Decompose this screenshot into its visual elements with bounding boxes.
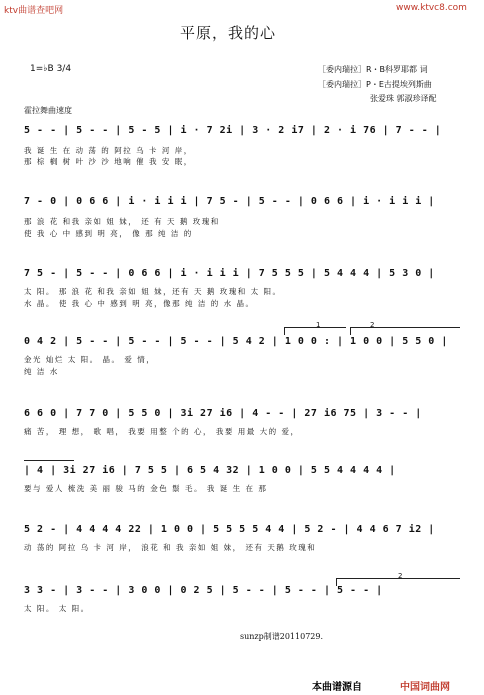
lyric-line-7a: 动 荡的 阿拉 乌 卡 河 岸， 浪花 和 我 亲如 姐 妹， 还有 天鹅 玫瑰和 xyxy=(24,543,317,552)
footer-source-label: 本曲谱源自 xyxy=(312,682,362,693)
volta-bracket-1-hook xyxy=(284,327,285,335)
lyric-line-3b: 水 晶。 使 我 心 中 感到 明 亮，像那 纯 洁 的 水 晶。 xyxy=(24,299,255,308)
volta-bracket-2 xyxy=(350,327,460,328)
composer-credit: ［委内瑞拉］P・E古提埃列斯曲 xyxy=(318,80,432,89)
lyric-line-4a: 金光 灿烂 太 阳。 晶。 爱 情， xyxy=(24,355,156,364)
key-label: 1=♭B xyxy=(30,64,54,74)
lyric-line-8a: 太 阳。 太 阳。 xyxy=(24,604,90,613)
notation-line-4: 0 4 2 | 5 - - | 5 - - | 5 - - | 5 4 2 | 1 0 0 : | 1 0 0 | 5 5 0 | xyxy=(24,336,448,347)
notation-line-8: 3 3 - | 3 - - | 3 0 0 | 0 2 5 | 5 - - | 5 - - | 5 - - | xyxy=(24,585,383,596)
volta-number-final: 2 xyxy=(398,572,403,580)
lyric-line-4b: 纯 洁 水 xyxy=(24,367,59,376)
lyric-line-2a: 那 浪 花 和我 亲如 姐 妹， 还 有 天 鹅 玫瑰和 xyxy=(24,217,220,226)
watermark-left: ktv曲谱查吧网 xyxy=(4,6,64,16)
maker-credit: sunzp制谱20110729. xyxy=(240,632,324,641)
notation-line-2: 7 - 0 | 0 6 6 | i · i i i | 7 5 - | 5 - - | 0 6 6 | i · i i i | xyxy=(24,196,435,207)
lyric-line-2b: 使 我 心 中 感到 明 亮， 像 那 纯 洁 的 xyxy=(24,229,193,238)
notation-line-7: 5 2 - | 4 4 4 4 22 | 1 0 0 | 5 5 5 5 4 4 | 5 2 - | 4 4 6 7 i2 | xyxy=(24,524,435,535)
footer-site-name: 中国词曲网 xyxy=(400,682,450,693)
volta-bracket-2-hook xyxy=(350,327,351,335)
lyric-line-1b: 那 棕 榈 树 叶 沙 沙 地响 催 我 安 眠， xyxy=(24,157,193,166)
time-signature: 3/4 xyxy=(56,64,72,74)
repeat-bracket-line xyxy=(24,460,74,461)
lyric-line-1a: 我 诞 生 在 动 荡 的 阿拉 乌 卡 河 岸， xyxy=(24,146,193,155)
notation-line-3: 7 5 - | 5 - - | 0 6 6 | i · i i i | 7 5 5 5 | 5 4 4 4 | 5 3 0 | xyxy=(24,268,435,279)
notation-line-6: | 4 | 3i 27 i6 | 7 5 5 | 6 5 4 32 | 1 0 0 | 5 5 4 4 4 4 | xyxy=(24,465,396,476)
tempo-marking: 霍拉舞曲速度 xyxy=(24,106,72,115)
notation-line-5: 6 6 0 | 7 7 0 | 5 5 0 | 3i 27 i6 | 4 - - | 27 i6 75 | 3 - - | xyxy=(24,408,422,419)
key-signature xyxy=(30,64,71,74)
notation-line-1: 5 - - | 5 - - | 5 - 5 | i · 7 2i | 3 · 2 i7 | 2 · i 76 | 7 - - | xyxy=(24,125,442,136)
lyricist-credit: ［委内瑞拉］R・B科罗耶都 词 xyxy=(318,65,428,74)
volta-bracket-1 xyxy=(284,327,346,328)
song-title: 平原，我的心 xyxy=(180,24,277,42)
lyric-line-5a: 痛 苦， 理 想， 歌 唱， 我要 用整 个的 心， 我要 用最 大的 爱， xyxy=(24,427,300,436)
watermark-right: www.ktvc8.com xyxy=(396,3,467,13)
translator-credit: 张爱珠 郭淑珍译配 xyxy=(370,94,437,103)
lyric-line-6a: 要与 爱人 梳洗 美 丽 骏 马的 金色 鬃 毛。 我 诞 生 在 那 xyxy=(24,484,268,493)
volta-number-2: 2 xyxy=(370,321,375,329)
lyric-line-3a: 太 阳。 那 浪 花 和我 亲如 姐 妹，还有 天 鹅 玫瑰和 太 阳。 xyxy=(24,287,282,296)
volta-number-1: 1 xyxy=(316,321,321,329)
